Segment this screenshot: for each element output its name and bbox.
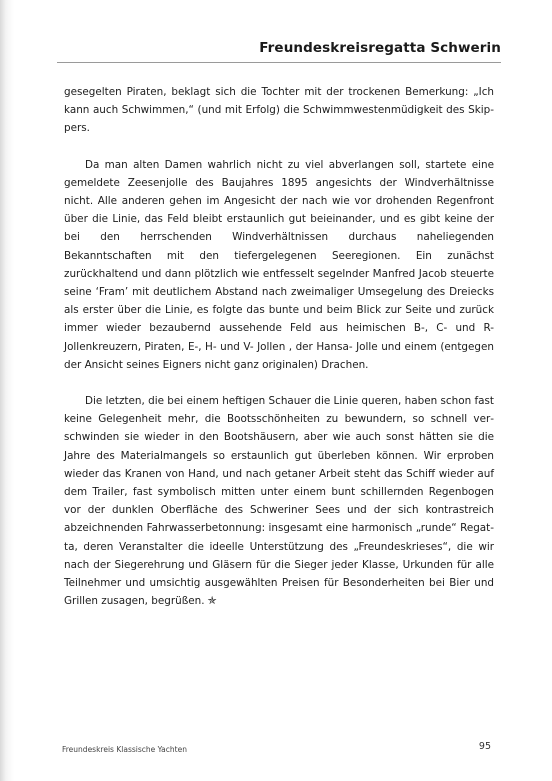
end-star-icon: ✯ bbox=[207, 594, 217, 608]
paragraph-2: Da man alten Damen wahrlich nicht zu viel abverlangen soll, startete eine gemeldete Zeesenjolle des Baujahres 1895 angesichts der Windverhältnisse nicht. Alle anderen gehen im Angesicht der nach wie vor drohenden Regenfront über die Linie, das Feld bleibt erstaunlich gut beieinander, und es gibt keine der bei den herrschenden Windverhältnissen durchaus naheliegenden Bekanntschaften mit den tiefergelegenen Seeregionen. Ein zunächst zurückhaltend und dann plötzlich wie entfesselt segelnder Manfred Jacob steuerte seine ‘Fram’ mit deutlichem Abstand nach zweimaliger Umsegelung des Dreiecks als erster über die Linie, es folgte das bunte und beim Blick zur Seite und zurück immer wieder bezaubernd aussehende Feld aus heimischen B-, C- und R- Jollenkreuzern, Piraten, E-, H- und V- Jollen , der Hansa- Jolle und einem (entgegen der Ansicht seines Eigners nicht ganz originalen) Drachen. bbox=[64, 158, 494, 371]
header-rule bbox=[57, 62, 501, 63]
paragraph-3-text: Die letzten, die bei einem heftigen Schauer die Linie queren, haben schon fast keine Gelegenheit mehr, die Bootsschönheiten zu bewundern, so schnell verschwinden sie wieder in den Bootshäusern, aber wie auch sonst hätten sie die Jahre des Materialmangels so erstaunlich gut überleben können. Wir erproben wieder das Kranen von Hand, und nach getaner Arbeit steht das Schiff wieder auf dem Trailer, fast symbolisch mitten unter einem bunt schillernden Regenbogen vor der dunklen Oberfläche des Schweriner Sees und der sich kontrastreich abzeichnenden Fahrwasserbetonnung: insgesamt eine harmonisch „runde“ Regatta, deren Veranstalter die ideelle Unterstützung des „Freundeskrieses“, die wir nach der Siegerehrung und Gläsern für die Sieger jeder Klasse, Urkunden für alle Teilnehmer und umsichtig ausgewählten Preisen für Besonderheiten bei Bier und Grillen zusagen, begrüßen. bbox=[64, 395, 494, 608]
article-body bbox=[64, 83, 494, 628]
footer-publication: Freundeskreis Klassische Yachten bbox=[62, 745, 187, 754]
paragraph-1: gesegelten Piraten, beklagt sich die Tochter mit der trockenen Bemerkung: „Ich kann auch Schwimmen,“ (und mit Erfolg) die Schwimmwestenmüdigkeit des Skippers. bbox=[64, 86, 494, 135]
running-header-title: Freundeskreisregatta Schwerin bbox=[259, 40, 501, 56]
paragraph-3 bbox=[64, 392, 494, 610]
page-number: 95 bbox=[478, 741, 491, 752]
